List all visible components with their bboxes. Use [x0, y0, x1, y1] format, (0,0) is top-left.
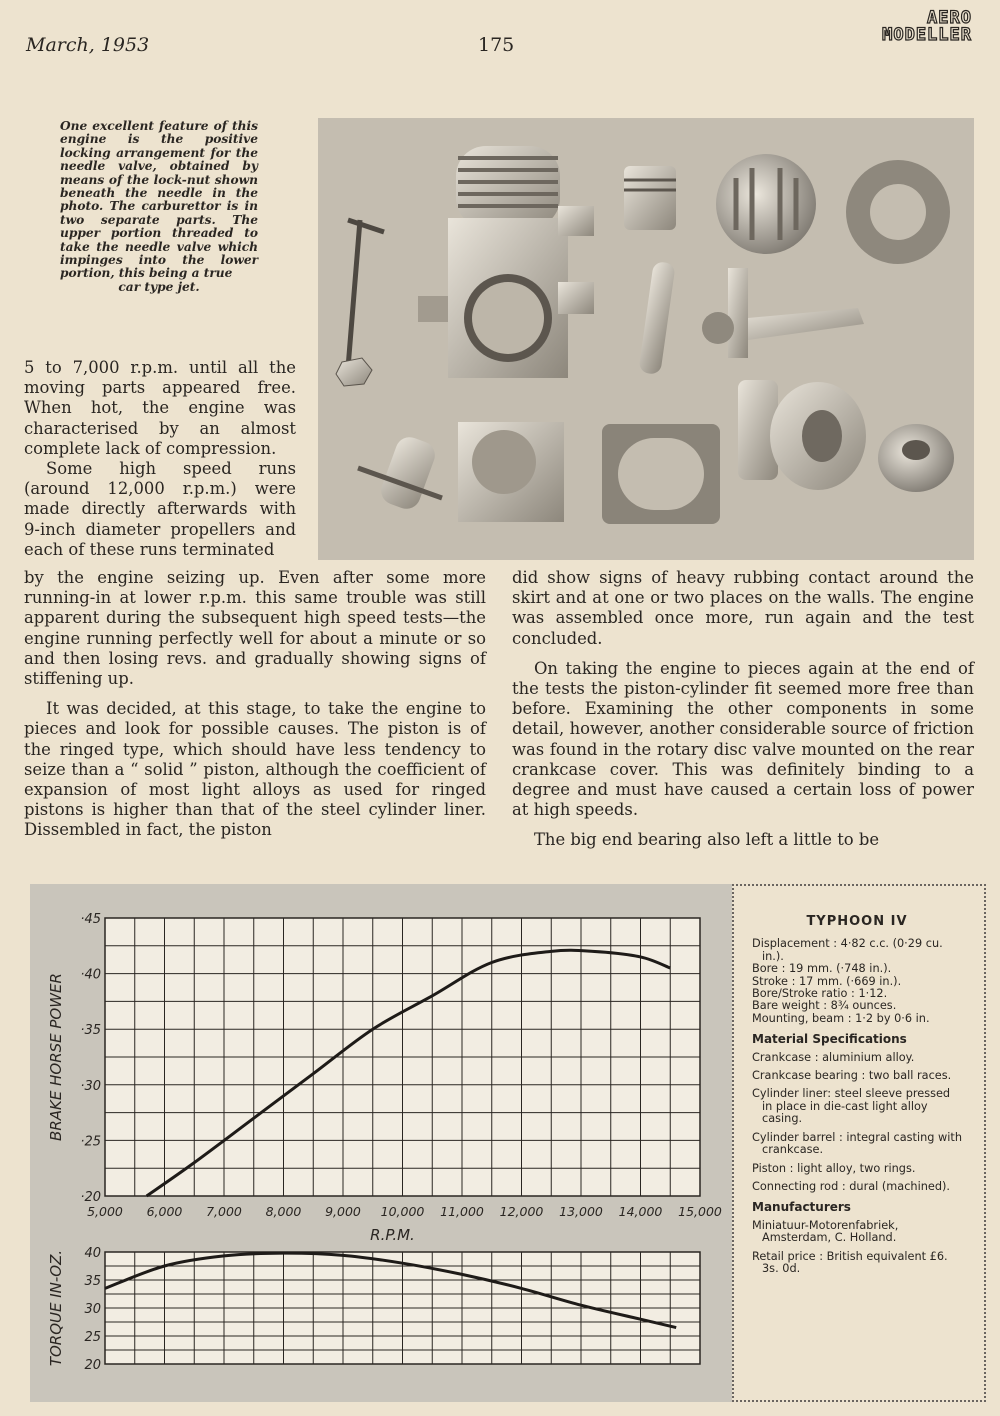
spec-line: Connecting rod : dural (machined). — [752, 1179, 950, 1193]
paragraph: by the engine seizing up. Even after some more running-in at lower r.p.m. this same trouble was still apparent during the subsequent high speed tests—the engine running perfectly well for about a minute or so and then losing revs. and gradually showing signs of stiffening up. — [24, 568, 486, 689]
column-2 — [512, 568, 974, 851]
material-heading: Material Specifications — [752, 1032, 907, 1047]
spec-line: Bare weight : 8¾ ounces. — [752, 999, 897, 1013]
spec-line: Cylinder liner: steel sleeve pressed in place in die-cast light alloy casing. — [752, 1087, 951, 1126]
photo-caption — [60, 120, 258, 294]
x-tick-label: 9,000 — [325, 1204, 361, 1219]
logo-line-1: AERO — [927, 8, 972, 28]
y-tick-label: ·30 — [80, 1078, 101, 1094]
x-tick-label: 7,000 — [206, 1204, 242, 1219]
x-tick-label: 11,000 — [440, 1204, 484, 1219]
logo-line-2: MODELLER — [882, 25, 972, 45]
caption-text: One excellent feature of this engine is the positive locking arrangement for the needle valve, obtained by means of the lock-nut shown beneath the needle in the photo. The carburettor is in two separate parts. The upper portion threaded to take the needle valve which impinges into the lower portion, this being a true — [60, 119, 258, 281]
x-tick-label: 10,000 — [380, 1204, 425, 1219]
x-tick-label: 5,000 — [87, 1204, 123, 1219]
paragraph: The big end bearing also left a little to be — [534, 830, 880, 850]
material-list — [752, 1052, 962, 1194]
y-tick-label: 20 — [84, 1358, 101, 1373]
spec-list — [752, 938, 962, 1025]
x-tick-label: 15,000 — [678, 1204, 722, 1219]
cylinder-head — [716, 154, 816, 254]
spec-line: Retail price : British equivalent £6. 3s. 0d. — [752, 1249, 948, 1275]
y-axis-label: BRAKE HORSE POWER — [47, 973, 65, 1141]
page-number: 175 — [478, 34, 515, 56]
spec-line: Crankcase bearing : two ball races. — [752, 1069, 952, 1083]
piston-part — [624, 166, 676, 230]
specifications-box — [732, 884, 986, 1402]
magazine-logo — [840, 10, 972, 44]
engine-parts-photo — [318, 118, 974, 560]
spec-line: Displacement : 4·82 c.c. (0·29 cu. in.). — [752, 937, 943, 963]
spec-line: Mounting, beam : 1·2 by 0·6 in. — [752, 1011, 930, 1025]
x-tick-label: 13,000 — [559, 1204, 603, 1219]
column-1-top — [24, 358, 296, 560]
performance-chart-panel — [30, 884, 732, 1402]
paragraph: It was decided, at this stage, to take the engine to pieces and look for possible causes. The piston is of the ringed type, which should have less tendency to seize than a “ solid ” piston, although the coefficient of expansion of most light alloys as used for ringed pistons is higher than that of the steel cylinder liner. Dissembled in fact, the piston — [24, 699, 486, 840]
x-tick-label: 6,000 — [146, 1204, 183, 1219]
engine-parts-illustration — [318, 118, 974, 560]
spec-line: Miniatuur-Motorenfabriek, Amsterdam, C. Holland. — [752, 1218, 899, 1245]
performance-charts — [30, 884, 732, 1402]
y-tick-label: 35 — [84, 1274, 101, 1289]
front-housing — [738, 380, 866, 490]
spec-line: Piston : light alloy, two rings. — [752, 1161, 916, 1175]
x-tick-label: 14,000 — [618, 1204, 663, 1219]
spec-line: Cylinder barrel : integral casting with crankcase. — [752, 1130, 963, 1157]
spec-line: Bore/Stroke ratio : 1·12. — [752, 987, 888, 1001]
manufacturer-list — [752, 1220, 962, 1276]
paragraph: did show signs of heavy rubbing contact around the skirt and at one or two places on the walls. The engine was assembled once more, run again and the test concluded. — [512, 568, 974, 648]
issue-date: March, 1953 — [26, 34, 150, 56]
paragraph: Some high speed runs (around 12,000 r.p.m.) were made directly afterwards with 9-inch diameter propellers and each of these runs terminated — [24, 459, 296, 559]
y-tick-label: ·40 — [80, 967, 101, 983]
spec-line: Bore : 19 mm. (·748 in.). — [752, 962, 892, 976]
y-tick-label: ·45 — [80, 912, 101, 927]
x-tick-label: 8,000 — [265, 1204, 302, 1219]
column-1-bottom — [24, 568, 486, 841]
y-tick-label: 30 — [84, 1302, 101, 1317]
spec-line: Crankcase : aluminium alloy. — [752, 1050, 915, 1064]
caption-last-line: car type jet. — [118, 279, 200, 294]
spec-line: Stroke : 17 mm. (·669 in.). — [752, 974, 902, 988]
manufacturers-heading: Manufacturers — [752, 1200, 851, 1215]
y-tick-label: ·35 — [80, 1023, 101, 1039]
paragraph: On taking the engine to pieces again at the end of the tests the piston-cylinder fit seemed more free than before. Examining the other components in some detail, however, another considerable source of friction was found in the rotary disc valve mounted on the rear crankcase cover. This was definitely binding to a degree and must have caused a certain loss of power at high speeds. — [512, 658, 974, 820]
y-tick-label: 40 — [84, 1246, 101, 1261]
x-tick-label: 12,000 — [499, 1204, 544, 1219]
paragraph: 5 to 7,000 r.p.m. until all the moving parts appeared free. When hot, the engine was characterised by an almost complete lack of compression. — [24, 358, 296, 458]
y-tick-label: 25 — [84, 1330, 101, 1345]
y-tick-label: ·25 — [80, 1134, 101, 1150]
engine-name: TYPHOON IV — [806, 914, 908, 929]
y-tick-label: ·20 — [80, 1190, 101, 1205]
y-axis-label: TORQUE IN-OZ. — [47, 1249, 65, 1367]
x-axis-label: R.P.M. — [370, 1226, 415, 1244]
